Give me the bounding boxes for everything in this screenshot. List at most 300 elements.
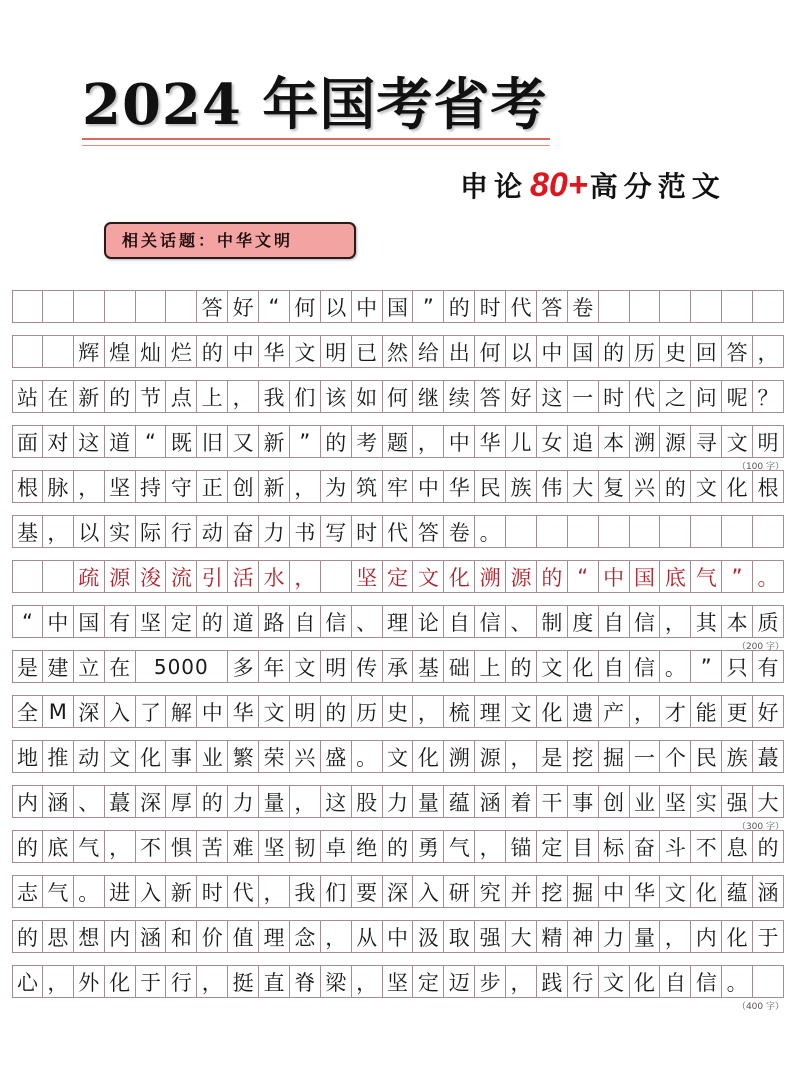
grid-cell: 筑 (352, 470, 383, 503)
grid-cell: 质 (753, 605, 784, 638)
grid-cell: 行 (166, 515, 197, 548)
grid-cell: 代 (630, 380, 661, 413)
grid-cell: 如 (352, 380, 383, 413)
grid-cell: 坚 (660, 785, 691, 818)
grid-cell: ， (630, 695, 661, 728)
grid-cell: 进 (105, 875, 136, 908)
essay-row (12, 785, 784, 818)
grid-cell: 源 (660, 425, 691, 458)
grid-cell: ， (660, 605, 691, 638)
grid-cell: 苦 (197, 830, 228, 863)
grid-cell: 坚 (259, 830, 290, 863)
grid-cell: 大 (506, 920, 537, 953)
grid-cell: 入 (413, 875, 444, 908)
grid-cell: 水 (259, 560, 290, 593)
grid-cell: 的 (537, 560, 568, 593)
grid-cell: 、 (506, 605, 537, 638)
grid-cell: 中 (537, 335, 568, 368)
grid-cell-empty (660, 290, 691, 323)
grid-cell: 守 (166, 470, 197, 503)
grid-cell: 文 (413, 560, 444, 593)
grid-cell: 复 (599, 470, 630, 503)
grid-cell: 答 (537, 290, 568, 323)
grid-cell: 然 (383, 335, 414, 368)
grid-cell: 中 (43, 605, 74, 638)
grid-cell: 信 (630, 650, 661, 683)
grid-cell: 该 (321, 380, 352, 413)
subtitle-prefix: 申论 (460, 170, 529, 203)
grid-cell: 是 (537, 740, 568, 773)
subtitle-suffix: 高分范文 (589, 170, 726, 203)
grid-cell: 历 (352, 695, 383, 728)
grid-cell: ， (290, 785, 321, 818)
grid-cell: 强 (475, 920, 506, 953)
essay-row (12, 875, 784, 908)
grid-cell: 自 (660, 965, 691, 998)
grid-cell: 文 (537, 650, 568, 683)
grid-cell: 好 (506, 380, 537, 413)
grid-cell: 坚 (136, 605, 167, 638)
grid-cell: 锚 (506, 830, 537, 863)
grid-cell: 念 (290, 920, 321, 953)
grid-cell: 荣 (259, 740, 290, 773)
grid-cell: 自 (444, 605, 475, 638)
grid-cell: ， (74, 470, 105, 503)
grid-cell: 的 (506, 650, 537, 683)
grid-cell: 的 (197, 605, 228, 638)
grid-cell: 道 (105, 425, 136, 458)
grid-cell: 坚 (383, 965, 414, 998)
grid-cell: 明 (321, 335, 352, 368)
grid-cell: 一 (568, 380, 599, 413)
grid-cell: 奋 (228, 515, 259, 548)
essay-title-row (12, 290, 784, 323)
grid-cell: 中 (413, 470, 444, 503)
grid-cell: 回 (691, 335, 722, 368)
grid-cell: 煌 (105, 335, 136, 368)
grid-cell: 代 (383, 515, 414, 548)
grid-cell: 溯 (444, 740, 475, 773)
grid-cell: 这 (74, 425, 105, 458)
grid-cell: 深 (74, 695, 105, 728)
grid-cell: 并 (506, 875, 537, 908)
grid-cell: 涵 (753, 875, 784, 908)
title-underline-divider (82, 138, 550, 146)
grid-cell: 深 (136, 785, 167, 818)
grid-cell: 答 (475, 380, 506, 413)
topic-tag (104, 222, 356, 259)
grid-cell: 个 (660, 740, 691, 773)
grid-cell: 溯 (630, 425, 661, 458)
grid-cell: “ (12, 605, 43, 638)
grid-cell: 坚 (352, 560, 383, 593)
grid-cell: ， (475, 830, 506, 863)
grid-cell: 论 (413, 605, 444, 638)
grid-cell: 写 (321, 515, 352, 548)
grid-cell-empty (43, 290, 74, 323)
grid-cell: 文 (105, 740, 136, 773)
grid-cell: 旧 (197, 425, 228, 458)
grid-cell-empty (753, 515, 784, 548)
grid-cell: 创 (228, 470, 259, 503)
grid-cell: 华 (228, 695, 259, 728)
grid-cell-empty (12, 290, 43, 323)
grid-cell: 为 (321, 470, 352, 503)
grid-cell: 时 (599, 380, 630, 413)
grid-cell-empty (12, 335, 43, 368)
grid-cell: 入 (136, 875, 167, 908)
page-title: 2024 年国考省考 (82, 72, 548, 138)
grid-cell: 中 (197, 695, 228, 728)
grid-cell: 道 (228, 605, 259, 638)
grid-cell: 代 (506, 290, 537, 323)
grid-cell: 股 (352, 785, 383, 818)
grid-cell-empty (43, 335, 74, 368)
grid-cell: ” (413, 290, 444, 323)
grid-cell: 卷 (444, 515, 475, 548)
grid-cell: 内 (691, 920, 722, 953)
grid-cell: 华 (475, 425, 506, 458)
grid-cell: 。 (352, 740, 383, 773)
grid-cell: 事 (166, 740, 197, 773)
grid-cell-empty (630, 515, 661, 548)
essay-row (12, 920, 784, 953)
grid-cell: 我 (290, 875, 321, 908)
grid-cell: 伟 (537, 470, 568, 503)
grid-cell: 勇 (413, 830, 444, 863)
grid-cell: M (43, 695, 74, 728)
grid-cell: 溯 (475, 560, 506, 593)
grid-cell: ， (105, 830, 136, 863)
grid-cell: 想 (74, 920, 105, 953)
grid-cell: 中 (599, 875, 630, 908)
grid-cell: 定 (413, 965, 444, 998)
grid-cell: 产 (599, 695, 630, 728)
grid-cell: 传 (352, 650, 383, 683)
grid-cell: 、 (352, 605, 383, 638)
grid-cell: 信 (475, 605, 506, 638)
grid-cell: 中 (228, 335, 259, 368)
grid-cell: 气 (444, 830, 475, 863)
grid-cell: 以 (321, 290, 352, 323)
grid-cell: 上 (475, 650, 506, 683)
grid-cell-empty (506, 515, 537, 548)
grid-cell: 何 (290, 290, 321, 323)
grid-cell: 节 (136, 380, 167, 413)
grid-cell: 入 (105, 695, 136, 728)
grid-cell: 蕞 (753, 740, 784, 773)
grid-cell: 答 (413, 515, 444, 548)
grid-cell: 动 (197, 515, 228, 548)
grid-cell: 上 (197, 380, 228, 413)
grid-cell: 践 (537, 965, 568, 998)
grid-cell: 疏 (74, 560, 105, 593)
grid-cell: 实 (691, 785, 722, 818)
grid-cell: 时 (197, 875, 228, 908)
grid-cell: 民 (691, 740, 722, 773)
grid-cell: 迈 (444, 965, 475, 998)
grid-cell-empty (43, 560, 74, 593)
grid-cell: 挖 (568, 740, 599, 773)
grid-cell: 文 (660, 875, 691, 908)
grid-cell: 志 (12, 875, 43, 908)
grid-cell: 自 (599, 605, 630, 638)
grid-cell: 要 (352, 875, 383, 908)
essay-row (12, 335, 784, 368)
grid-cell: 坚 (105, 470, 136, 503)
grid-cell: 答 (722, 335, 753, 368)
grid-cell: 在 (105, 650, 136, 683)
grid-cell: 继 (413, 380, 444, 413)
grid-cell: 站 (12, 380, 43, 413)
grid-cell: 的 (753, 830, 784, 863)
grid-cell: ” (722, 560, 753, 593)
grid-cell: 追 (568, 425, 599, 458)
grid-cell: 解 (166, 695, 197, 728)
grid-cell: 这 (321, 785, 352, 818)
essay-row (12, 695, 784, 728)
grid-cell: 涵 (43, 785, 74, 818)
grid-cell: 了 (136, 695, 167, 728)
grid-cell: 涵 (136, 920, 167, 953)
grid-cell: 不 (136, 830, 167, 863)
grid-cell: 化 (537, 695, 568, 728)
grid-cell: 以 (506, 335, 537, 368)
grid-cell: 全 (12, 695, 43, 728)
grid-cell: 根 (753, 470, 784, 503)
subtitle (460, 164, 770, 206)
grid-cell: 何 (383, 380, 414, 413)
grid-cell: 、 (74, 785, 105, 818)
grid-cell: 何 (475, 335, 506, 368)
grid-cell: 干 (537, 785, 568, 818)
grid-cell: 这 (537, 380, 568, 413)
grid-cell: 遗 (568, 695, 599, 728)
grid-cell: 的 (321, 425, 352, 458)
grid-cell: 源 (475, 740, 506, 773)
grid-cell: 文 (691, 470, 722, 503)
grid-cell: 史 (383, 695, 414, 728)
grid-cell: 给 (413, 335, 444, 368)
grid-cell: ” (691, 650, 722, 683)
grid-cell: 力 (599, 920, 630, 953)
word-count-marker: （100 字） (736, 462, 784, 472)
grid-cell: 。 (74, 875, 105, 908)
grid-cell: 又 (228, 425, 259, 458)
grid-cell: 精 (537, 920, 568, 953)
grid-cell: 书 (290, 515, 321, 548)
grid-cell: 一 (630, 740, 661, 773)
grid-cell: 息 (722, 830, 753, 863)
grid-cell: 中 (599, 560, 630, 593)
grid-cell: 5000 (136, 650, 229, 683)
grid-cell-empty (691, 515, 722, 548)
grid-cell: 之 (660, 380, 691, 413)
grid-cell-empty (660, 515, 691, 548)
grid-cell: 卓 (321, 830, 352, 863)
grid-cell: 不 (691, 830, 722, 863)
grid-cell: “ (136, 425, 167, 458)
grid-cell: 文 (383, 740, 414, 773)
grid-cell: 年 (259, 650, 290, 683)
grid-cell: 盛 (321, 740, 352, 773)
grid-cell: 际 (136, 515, 167, 548)
grid-cell: 源 (105, 560, 136, 593)
grid-cell: 有 (753, 650, 784, 683)
grid-cell: 建 (43, 650, 74, 683)
grid-cell: ， (43, 965, 74, 998)
grid-cell: 好 (753, 695, 784, 728)
essay-row (12, 605, 784, 638)
grid-cell: 定 (537, 830, 568, 863)
grid-cell: 化 (691, 875, 722, 908)
grid-cell: 思 (43, 920, 74, 953)
grid-cell: 蕞 (105, 785, 136, 818)
grid-cell: 引 (197, 560, 228, 593)
grid-cell: 我 (259, 380, 290, 413)
grid-cell: 气 (74, 830, 105, 863)
grid-cell: 于 (136, 965, 167, 998)
grid-cell: 蕴 (444, 785, 475, 818)
grid-cell: 取 (444, 920, 475, 953)
grid-cell: 是 (12, 650, 43, 683)
grid-cell: 立 (74, 650, 105, 683)
grid-cell: 的 (197, 785, 228, 818)
grid-cell: 量 (630, 920, 661, 953)
grid-cell: 中 (352, 290, 383, 323)
grid-cell: 业 (197, 740, 228, 773)
grid-cell: 卷 (568, 290, 599, 323)
grid-cell: 兴 (630, 470, 661, 503)
grid-cell: 能 (691, 695, 722, 728)
grid-cell: “ (568, 560, 599, 593)
grid-cell: 华 (259, 335, 290, 368)
grid-cell: 强 (722, 785, 753, 818)
grid-cell: 烂 (166, 335, 197, 368)
grid-cell: ， (259, 875, 290, 908)
grid-cell-empty (753, 965, 784, 998)
grid-cell: ， (290, 470, 321, 503)
grid-cell: 的 (321, 695, 352, 728)
grid-cell: 的 (197, 335, 228, 368)
grid-cell-empty (537, 515, 568, 548)
grid-cell: 实 (105, 515, 136, 548)
grid-cell: 化 (722, 920, 753, 953)
grid-cell: 文 (259, 695, 290, 728)
essay-row (12, 515, 784, 548)
grid-cell: 从 (352, 920, 383, 953)
grid-cell: 活 (228, 560, 259, 593)
grid-cell: 神 (568, 920, 599, 953)
grid-cell-empty (12, 560, 43, 593)
grid-cell: 脊 (290, 965, 321, 998)
grid-cell: 牢 (383, 470, 414, 503)
grid-cell: 们 (321, 875, 352, 908)
grid-cell: 辉 (74, 335, 105, 368)
grid-cell: 的 (12, 920, 43, 953)
grid-cell: 国 (568, 335, 599, 368)
grid-cell: ， (413, 695, 444, 728)
grid-cell: 挖 (537, 875, 568, 908)
grid-cell: 史 (660, 335, 691, 368)
grid-cell: 和 (166, 920, 197, 953)
grid-cell: 深 (383, 875, 414, 908)
grid-cell: ， (197, 965, 228, 998)
grid-cell: 的 (12, 830, 43, 863)
essay-row (12, 740, 784, 773)
grid-cell: 新 (259, 425, 290, 458)
grid-cell: 本 (599, 425, 630, 458)
grid-cell-empty (722, 515, 753, 548)
grid-cell: 地 (12, 740, 43, 773)
grid-cell-empty (74, 290, 105, 323)
grid-cell: 内 (105, 920, 136, 953)
grid-cell: 国 (630, 560, 661, 593)
grid-cell: 新 (166, 875, 197, 908)
essay-row (12, 560, 784, 593)
grid-cell: 题 (383, 425, 414, 458)
grid-cell: 大 (753, 785, 784, 818)
grid-cell: 量 (413, 785, 444, 818)
grid-cell: 新 (74, 380, 105, 413)
grid-cell: 奋 (630, 830, 661, 863)
grid-cell: 绝 (352, 830, 383, 863)
grid-cell: 新 (259, 470, 290, 503)
grid-cell: 化 (136, 740, 167, 773)
grid-cell: ， (753, 335, 784, 368)
grid-cell: 内 (12, 785, 43, 818)
grid-cell: 度 (568, 605, 599, 638)
grid-cell: 。 (660, 650, 691, 683)
grid-cell: ， (290, 560, 321, 593)
grid-cell: 难 (228, 830, 259, 863)
grid-cell: 的 (444, 290, 475, 323)
grid-cell: 化 (630, 965, 661, 998)
grid-cell: 国 (74, 605, 105, 638)
grid-cell: 华 (444, 470, 475, 503)
essay-row (12, 380, 784, 413)
essay-row (12, 830, 784, 863)
grid-cell: 掘 (599, 740, 630, 773)
grid-cell: 繁 (228, 740, 259, 773)
grid-cell: 信 (691, 965, 722, 998)
grid-cell: 寻 (691, 425, 722, 458)
grid-cell: ， (660, 920, 691, 953)
grid-cell: ， (506, 965, 537, 998)
grid-cell-empty (321, 560, 352, 593)
grid-cell: ， (352, 965, 383, 998)
grid-cell: 。 (722, 965, 753, 998)
grid-cell: 文 (722, 425, 753, 458)
grid-cell: 只 (722, 650, 753, 683)
grid-cell: 有 (105, 605, 136, 638)
grid-cell: 化 (413, 740, 444, 773)
grid-cell: 目 (568, 830, 599, 863)
grid-cell: 基 (413, 650, 444, 683)
grid-cell: 既 (166, 425, 197, 458)
grid-cell: 力 (259, 515, 290, 548)
grid-cell: 已 (352, 335, 383, 368)
word-count-marker: （400 字） (736, 1002, 784, 1012)
grid-cell-empty (753, 290, 784, 323)
grid-cell: 才 (660, 695, 691, 728)
grid-cell: 文 (290, 650, 321, 683)
topic-label: 相关话题：中华文明 (122, 231, 294, 250)
grid-cell: 流 (166, 560, 197, 593)
grid-cell: 气 (691, 560, 722, 593)
essay-row (12, 965, 784, 998)
grid-cell: 直 (259, 965, 290, 998)
